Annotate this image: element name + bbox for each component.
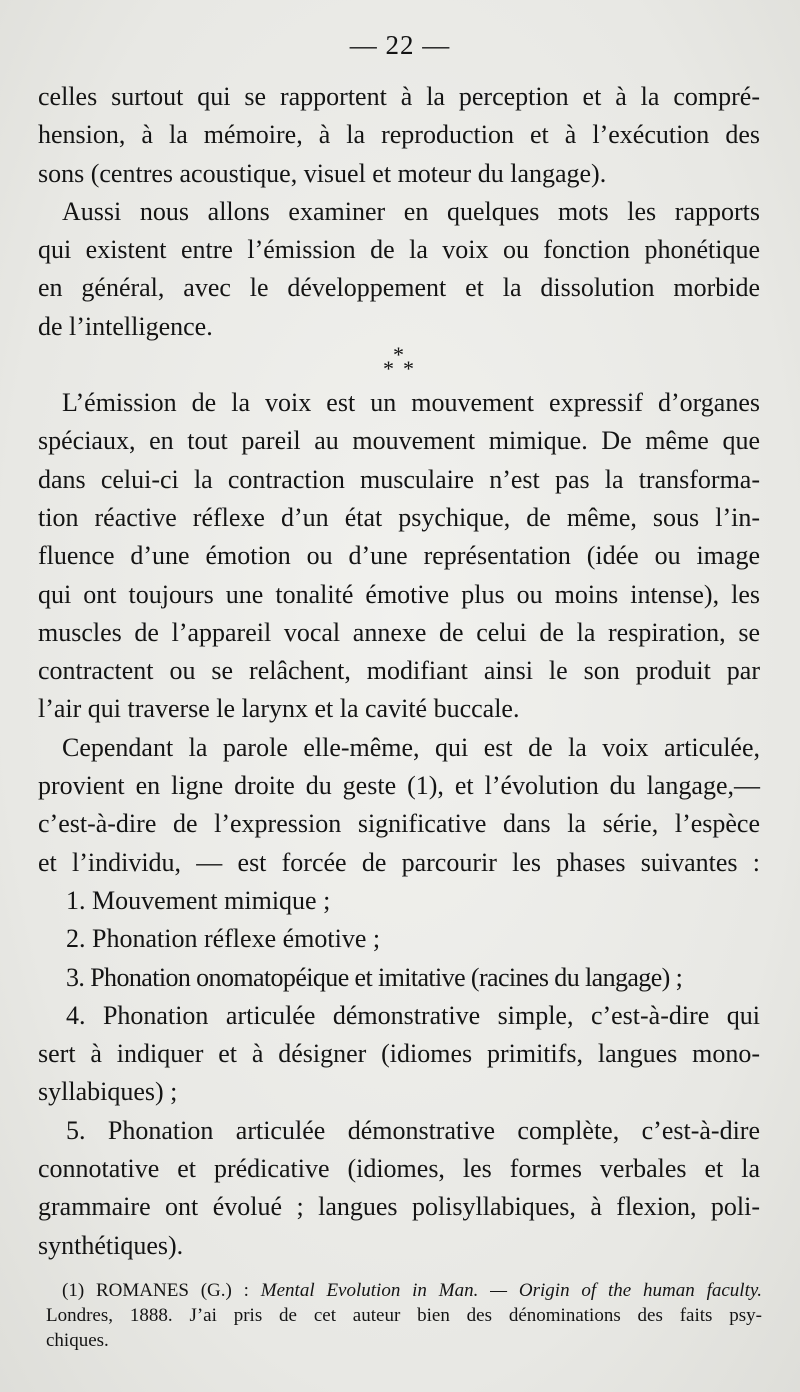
text-line: en général, avec le développement et la dissolution morbide [38, 273, 760, 303]
text-line: et l’individu, — est forcée de parcourir les phases suivantes : [38, 847, 760, 877]
text-line: c’est-à-dire de l’expression significative dans la série, l’espèce [38, 809, 760, 839]
text-line: Cependant la parole elle-même, qui est de la voix articulée, [62, 732, 760, 762]
asterism [380, 342, 420, 381]
asterism-star: * [403, 356, 414, 381]
text-line: contractent ou se relâchent, modifiant ainsi le son produit par [38, 656, 760, 686]
text-line: L’émission de la voix est un mouvement expressif d’organes [62, 388, 760, 418]
text-line: dans celui-ci la contraction musculaire n’est pas la transforma- [38, 464, 760, 494]
list-item: 1. Mouvement mimique ; [66, 885, 331, 915]
footnote-title: Mental Evolution in Man. — Origin of the human faculty. [260, 1280, 763, 1301]
text-line: qui ont toujours une tonalité émotive plus ou moins intense), les [38, 579, 760, 609]
list-item: 2. Phonation réflexe émotive ; [66, 924, 381, 954]
text-line: synthétiques). [38, 1230, 184, 1260]
text-line: hension, à la mémoire, à la reproduction et à l’exécution des [38, 120, 760, 150]
text-line: tion réactive réflexe d’un état psychique, de même, sous l’in- [38, 502, 760, 532]
text-line: spéciaux, en tout pareil au mouvement mimique. De même que [38, 426, 760, 456]
asterism-star: * [393, 342, 404, 367]
text-line: fluence d’une émotion ou d’une représentation (idée ou image [38, 541, 760, 571]
text-line: qui existent entre l’émission de la voix ou fonction phonétique [38, 235, 760, 265]
footnote-line [46, 1278, 762, 1303]
footnote-line: chiques. [46, 1330, 109, 1351]
text-line: syllabiques) ; [38, 1077, 178, 1107]
text-line: connotative et prédicative (idiomes, les formes verbales et la [38, 1154, 760, 1184]
text-line: l’air qui traverse le larynx et la cavité buccale. [38, 694, 520, 724]
text-line: celles surtout qui se rapportent à la perception et à la compré- [38, 82, 760, 111]
text-line: sons (centres acoustique, visuel et moteur du langage). [38, 158, 607, 188]
asterism-star: * [383, 356, 394, 381]
list-item: 3. Phonation onomatopéique et imitative (racines du langage) ; [66, 962, 683, 992]
list-item: 4. Phonation articulée démonstrative simple, c’est-à-dire qui [66, 1000, 760, 1030]
text-line: Aussi nous allons examiner en quelques mots les rapports [62, 196, 760, 226]
text-line: grammaire ont évolué ; langues polisyllabiques, à flexion, poli- [38, 1192, 760, 1222]
text-line: muscles de l’appareil vocal annexe de celui de la respiration, se [38, 617, 760, 647]
footnote-author: (1) ROMANES (G.) : [62, 1280, 261, 1301]
main-text [38, 78, 760, 1265]
text-line: provient en ligne droite du geste (1), et l’évolution du langage,— [38, 771, 760, 801]
text-line: sert à indiquer et à désigner (idiomes primitifs, langues mono- [38, 1039, 760, 1069]
list-item: 5. Phonation articulée démonstrative complète, c’est-à-dire [66, 1115, 760, 1145]
footnote [46, 1278, 762, 1353]
footnote-line: Londres, 1888. J’ai pris de cet auteur bien des dénominations des faits psy- [46, 1305, 762, 1326]
page-number: — 22 — [349, 30, 451, 60]
text-line: de l’intelligence. [38, 311, 213, 341]
